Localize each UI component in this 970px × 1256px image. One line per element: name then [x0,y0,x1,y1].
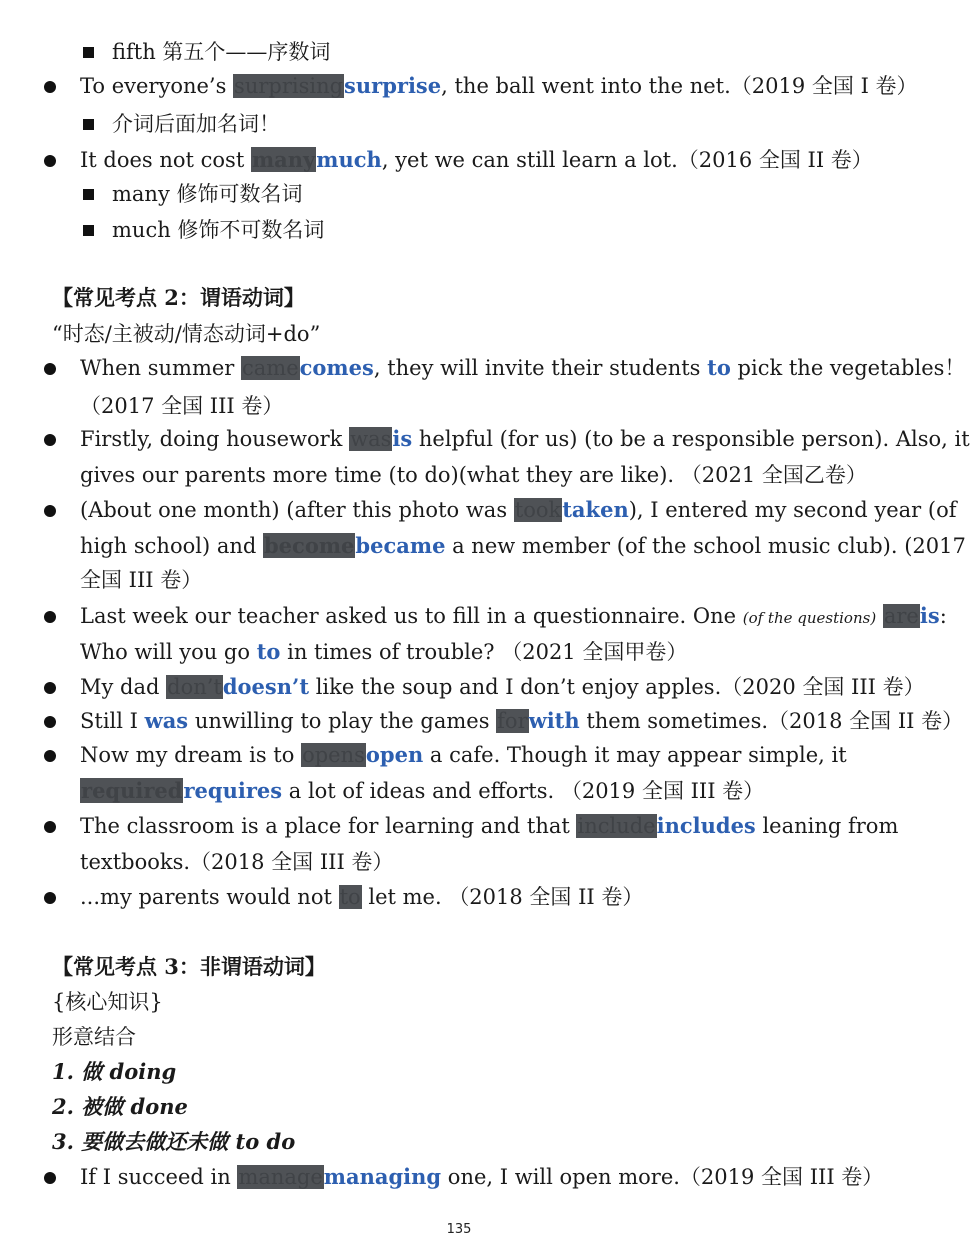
plain-text: “时态/主被动/情态动词+do” [52,322,321,346]
sentence-text: textbooks.（2018 全国 III 卷） [80,850,394,874]
example-sentence [80,1163,883,1191]
sentence-text: helpful (for us) (to be a responsible person). Also, it [412,427,970,451]
sentence-text: pick the vegetables！ [730,356,966,380]
bullet-icon [44,716,56,728]
error-highlight: came [242,356,299,380]
note-item: fifth 第五个——序数词 [112,40,331,64]
error-highlight: opens [302,743,365,767]
bullet-icon [44,892,56,904]
sentence-text: To everyone’s [80,74,234,98]
error-highlight: don’t [167,675,222,699]
sentence-continuation [80,532,966,560]
sentence-text: like the soup and I don’t enjoy apples.（2020 全国 III 卷） [309,675,925,699]
square-bullet-icon [83,47,94,58]
example-sentence [80,72,918,100]
sentence-text: ...my parents would not [80,885,339,909]
sentence-text: a new member (of the school music club). (2017 [445,534,966,558]
sentence-text: a cafe. Though it may appear simple, it [423,743,847,767]
example-sentence [80,707,963,735]
sentence-text: one, I will open more.（2019 全国 III 卷） [441,1165,884,1189]
sentence-text: let me. （2018 全国 II 卷） [361,885,644,909]
correction-text: was [144,708,189,733]
correction-text: is [919,603,940,628]
sentence-text: When summer [80,356,242,380]
example-sentence [80,146,873,174]
sentence-text: unwilling to play the games [188,709,497,733]
sentence-text: The classroom is a place for learning and that [80,814,577,838]
note-item: many 修饰可数名词 [112,182,303,206]
sentence-text: （2017 全国 III 卷） [80,394,284,418]
sentence-text: If I succeed in [80,1165,238,1189]
correction-text: comes [299,355,374,380]
section-heading: 【常见考点 3：非谓语动词】 [52,954,326,979]
sentence-text: Now my dream is to [80,743,302,767]
square-bullet-icon [83,189,94,200]
correction-text: to [256,639,281,664]
square-bullet-icon [83,119,94,130]
rule-item: 3. 要做去做还未做 to do [52,1129,296,1154]
sentence-text: a lot of ideas and efforts. （2019 全国 III 卷） [282,779,765,803]
page-number: 135 [446,1222,472,1237]
square-bullet-icon [83,225,94,236]
sentence-continuation [80,461,867,489]
example-sentence [80,496,957,524]
sentence-text: (About one month) (after this photo was [80,498,514,522]
error-highlight: surprising [234,74,344,98]
sentence-text: Firstly, doing housework [80,427,350,451]
note-item: 介词后面加名词！ [112,112,280,136]
example-sentence [80,602,947,632]
error-highlight: manage [238,1165,323,1189]
bullet-icon [44,750,56,762]
bullet-icon [44,1172,56,1184]
sentence-continuation [80,392,283,420]
error-highlight: become [263,533,355,558]
rule-item: 2. 被做 done [52,1094,188,1119]
sentence-continuation [80,638,687,666]
bullet-icon [44,81,56,93]
sentence-text [876,604,883,628]
correction-text: managing [323,1164,442,1189]
correction-text: requires [183,778,283,803]
sentence-continuation [80,777,764,805]
plain-text: 形意结合 [52,1025,136,1049]
example-sentence [80,741,847,769]
correction-text: to [707,355,731,380]
sentence-text: My dad [80,675,167,699]
correction-text: much [316,147,382,172]
sentence-text: ), I entered my second year (of [628,498,957,522]
sentence-text: 全国 III 卷） [80,568,203,592]
rule-item: 1. 做 doing [52,1059,177,1084]
bullet-icon [44,155,56,167]
sentence-text: : [939,604,947,628]
bullet-icon [44,682,56,694]
sentence-continuation [80,848,393,876]
error-highlight: was [350,427,392,451]
sentence-text: high school) and [80,534,263,558]
error-highlight: took [514,498,562,522]
correction-text: includes [656,813,756,838]
sentence-text: leaning from [755,814,899,838]
section-heading: 【常见考点 2：谓语动词】 [52,285,305,310]
example-sentence [80,883,643,911]
sentence-text: Who will you go [80,640,257,664]
bullet-icon [44,821,56,833]
sentence-text: , the ball went into the net.（2019 全国 I 卷） [441,74,918,98]
example-sentence [80,673,925,701]
correction-text: is [392,426,413,451]
correction-text: taken [562,497,629,522]
error-highlight: required [81,778,183,803]
bullet-icon [44,363,56,375]
plain-text: {核心知识} [52,990,163,1014]
correction-text: with [528,708,580,733]
sentence-text: gives our parents more time (to do)(what they are like). （2021 全国乙卷） [80,463,867,487]
correction-text: surprise [344,73,442,98]
error-highlight: include [577,814,656,838]
example-sentence [80,354,965,382]
sentence-text: , they will invite their students [373,356,708,380]
sentence-text: them sometimes.（2018 全国 II 卷） [579,709,964,733]
error-highlight: are [883,604,919,628]
bullet-icon [44,434,56,446]
correction-text: became [355,533,446,558]
sentence-text: It does not cost [80,148,251,172]
example-sentence [80,425,970,453]
sentence-text: Last week our teacher asked us to fill in a questionnaire. One [80,604,743,628]
sentence-continuation [80,566,202,594]
sentence-text: , yet we can still learn a lot.（2016 全国 II 卷） [381,148,873,172]
sentence-text: in times of trouble? （2021 全国甲卷） [280,640,688,664]
italic-note: (of the questions) [742,609,877,627]
sentence-text: Still I [80,709,145,733]
error-highlight: for [497,709,528,733]
error-highlight: many [251,147,316,172]
correction-text: doesn’t [222,674,310,699]
note-item: much 修饰不可数名词 [112,218,325,242]
bullet-icon [44,505,56,517]
error-highlight: to [339,885,361,909]
correction-text: open [365,742,424,767]
example-sentence [80,812,898,840]
bullet-icon [44,611,56,623]
